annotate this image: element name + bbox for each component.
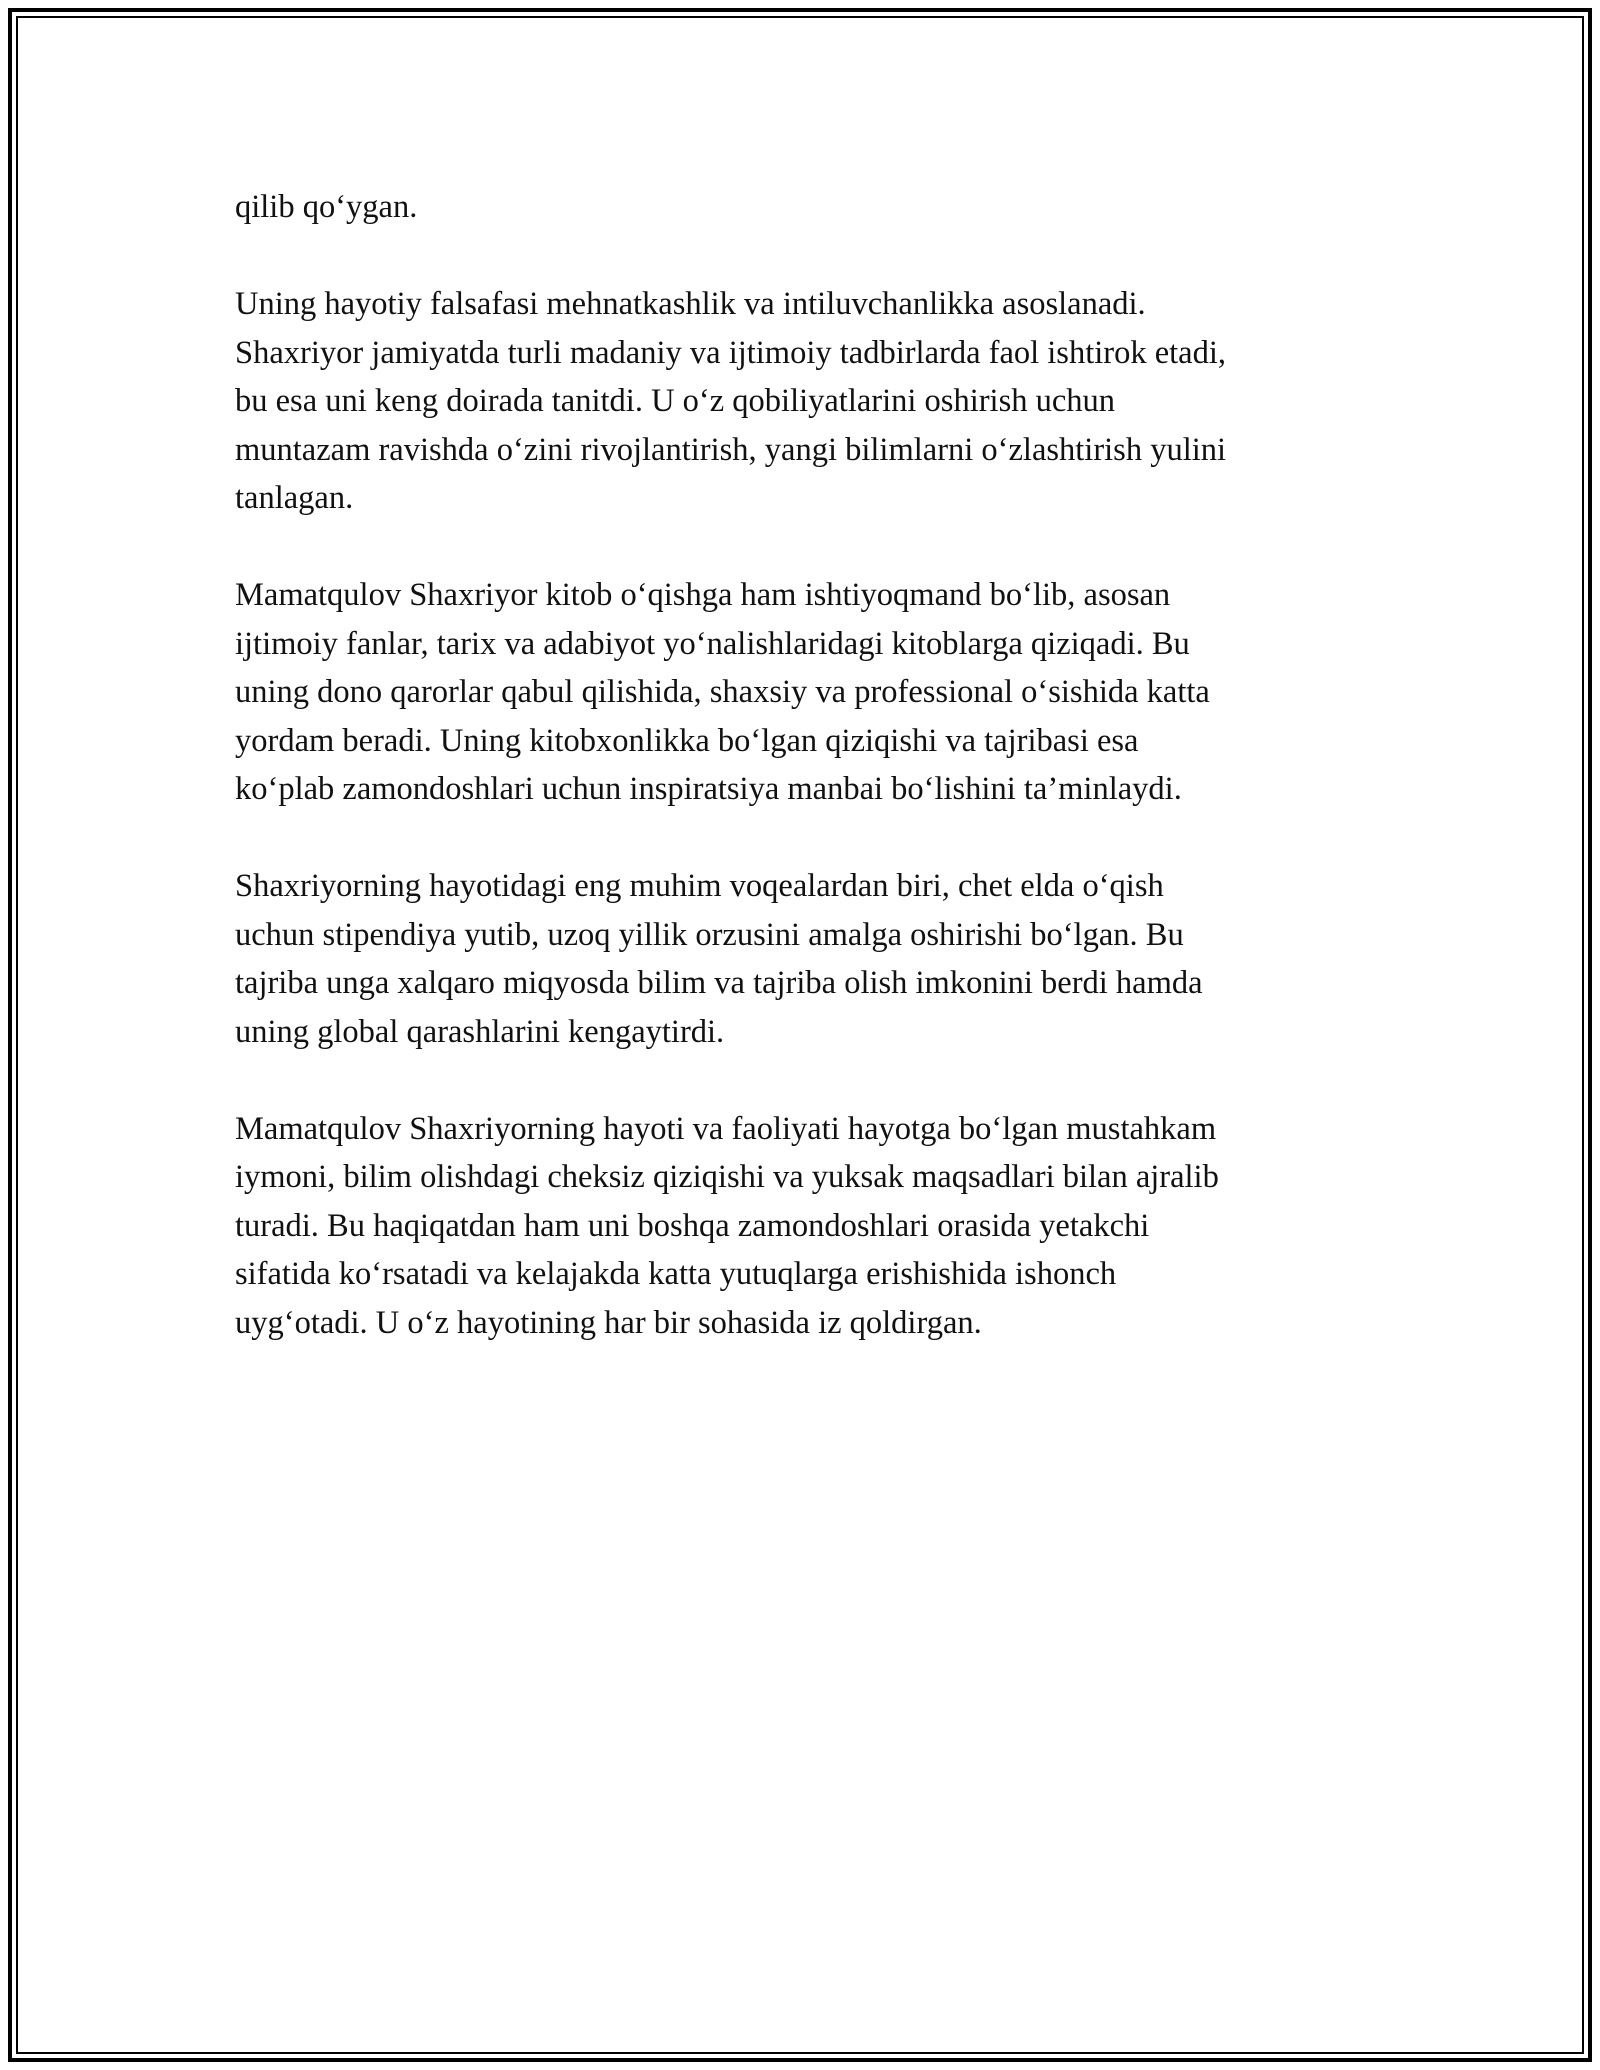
paragraph-reading: Mamatqulov Shaxriyor kitob o‘qishga ham ishtiyoqmand bo‘lib, asosan ijtimoiy fanlar, tarix va adabiyot yo‘nalishlaridagi kitoblarga qiziqadi. Bu uning dono qarorlar qabul qilishida, shaxsiy va professional o‘sishida katta yordam beradi. Uning kitobxonlikka bo‘lgan qiziqishi va tajribasi esa ko‘plab zamondoshlari uchun inspiratsiya manbai bo‘lishini ta’minlaydi. [235, 577, 1210, 807]
document-body [235, 183, 1365, 1396]
paragraph-scholarship: Shaxriyorning hayotidagi eng muhim voqealardan biri, chet elda o‘qish uchun stipendiya yutib, uzoq yillik orzusini amalga oshirishi bo‘lgan. Bu tajriba unga xalqaro miqyosda bilim va tajriba olish imkonini berdi hamda uning global qarashlarini kengaytirdi. [235, 868, 1203, 1050]
paragraph-conclusion: Mamatqulov Shaxriyorning hayoti va faoliyati hayotga bo‘lgan mustahkam iymoni, bilim olishdagi cheksiz qiziqishi va yuksak maqsadlari bilan ajralib turadi. Bu haqiqatdan ham uni boshqa zamondoshlari orasida yetakchi sifatida ko‘rsatadi va kelajakda katta yutuqlarga erishishida ishonch uyg‘otadi. U o‘z hayotining har bir sohasida iz qoldirgan. [235, 1110, 1219, 1341]
paragraph-continuation: qilib qo‘ygan. [235, 189, 418, 225]
paragraph-life-philosophy: Uning hayotiy falsafasi mehnatkashlik va intiluvchanlikka asoslanadi. Shaxriyor jamiyatda turli madaniy va ijtimoiy tadbirlarda faol ishtirok etadi, bu esa uni keng doirada tanitdi. U o‘z qobiliyatlarini oshirish uchun muntazam ravishda o‘zini rivojlantirish, yangi bilimlarni o‘zlashtirish yulini tanlagan. [235, 286, 1227, 516]
